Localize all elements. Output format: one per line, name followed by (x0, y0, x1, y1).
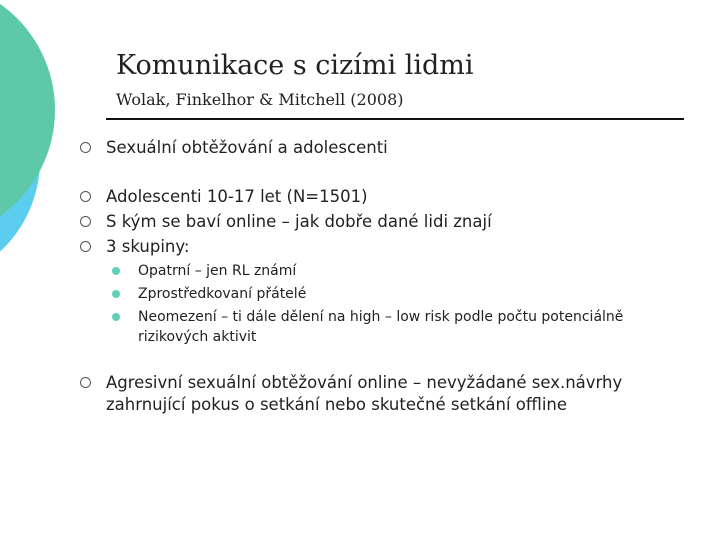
bullet-text: S kým se baví online – jak dobře dané lidi znají (106, 212, 492, 231)
slide-title: Komunikace s cizími lidmi (116, 50, 474, 81)
sub-bullet-text: Neomezení – ti dále dělení na high – low risk podle počtu potenciálně rizikových aktivit (138, 309, 624, 345)
ring-bullet-icon (80, 216, 91, 227)
dot-bullet-icon (112, 313, 120, 321)
ring-bullet-icon (80, 377, 91, 388)
slide-subtitle: Wolak, Finkelhor & Mitchell (2008) (116, 90, 404, 109)
title-divider (106, 118, 684, 120)
decorative-circles (0, 0, 120, 300)
ring-bullet-icon (80, 142, 91, 153)
bullet-text: Adolescenti 10-17 let (N=1501) (106, 187, 368, 206)
sub-bullet-text: Zprostředkovaní přátelé (138, 286, 307, 302)
sub-bullet-text: Opatrní – jen RL známí (138, 263, 297, 279)
dot-bullet-icon (112, 290, 120, 298)
bullet-text: Agresivní sexuální obtěžování online – nevyžádané sex.návrhy zahrnující pokus o setkání nebo skutečné setkání offline (106, 373, 623, 414)
dot-bullet-icon (112, 267, 120, 275)
bullet-text: 3 skupiny: (106, 237, 190, 256)
ring-bullet-icon (80, 241, 91, 252)
ring-bullet-icon (80, 191, 91, 202)
decorative-circles-graphic (0, 0, 120, 300)
bullet-text: Sexuální obtěžování a adolescenti (106, 138, 388, 157)
